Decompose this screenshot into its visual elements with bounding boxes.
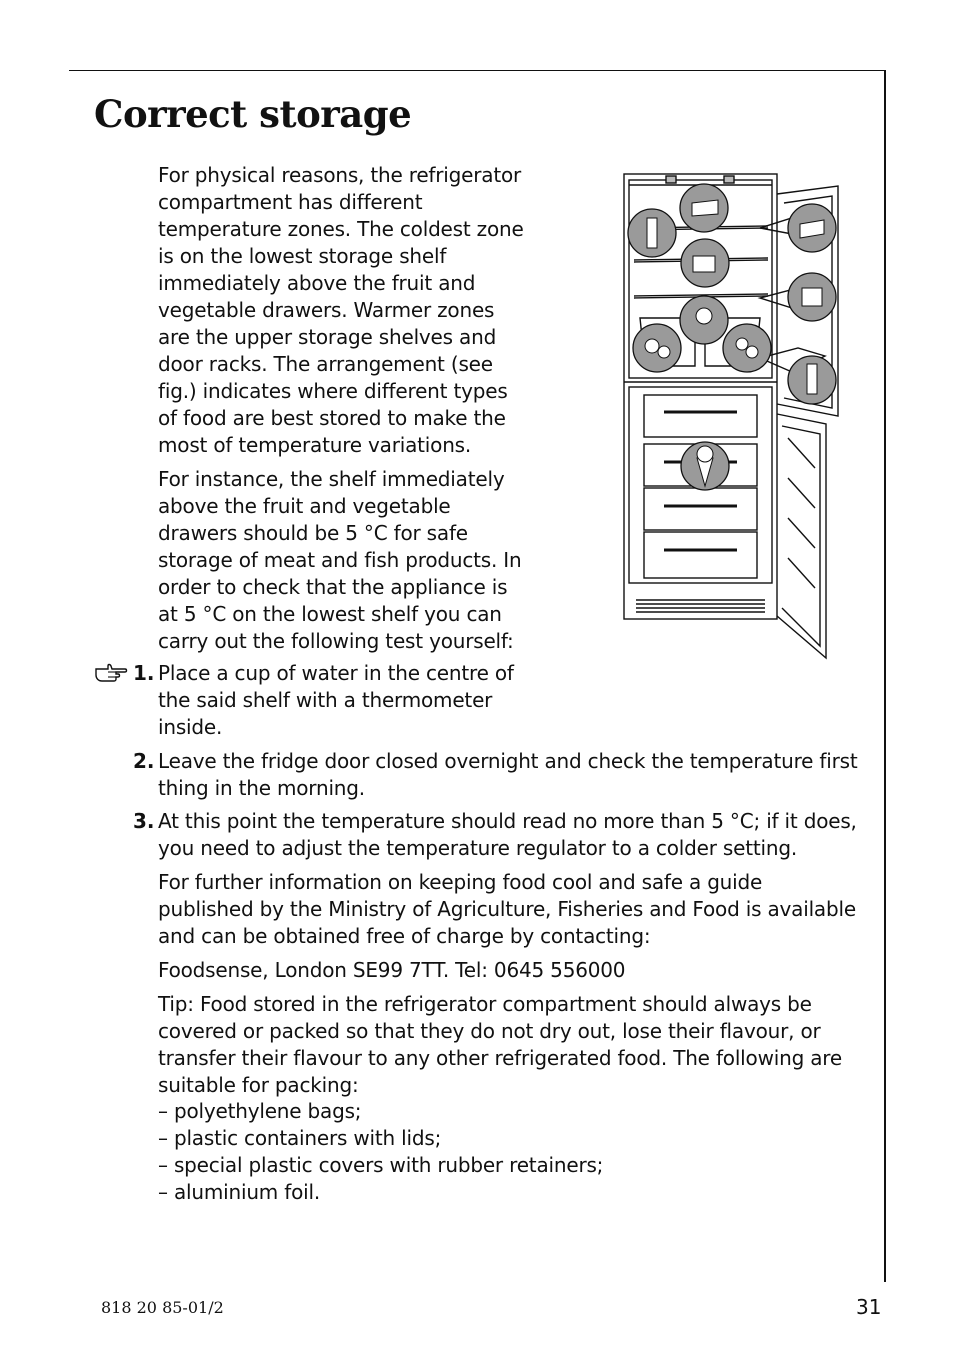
step-3-text: At this point the temperature should read no more than 5 °C; if it does, you need to adjust the temperature regulator to a colder setting. <box>158 809 857 860</box>
packing-list <box>158 1098 858 1206</box>
tip-paragraph: Tip: Food stored in the refrigerator compartment should always be covered or packed so that they do not dry out, lose their flavour, or transfer their flavour to any other refrigerated food. The following are suitable for packing: <box>158 992 842 1097</box>
list-item: – plastic containers with lids; <box>158 1126 442 1150</box>
contact-line: Foodsense, London SE99 7TT. Tel: 0645 556000 <box>158 958 626 982</box>
list-item: – special plastic covers with rubber retainers; <box>158 1153 604 1177</box>
step-2-number: 2. <box>133 749 155 773</box>
page-number: 31 <box>856 1295 882 1319</box>
side-rule <box>884 70 886 1282</box>
intro-paragraph: For physical reasons, the refrigerator compartment has different temperature zones. The coldest zone is on the lowest storage shelf immediately above the fruit and vegetable drawers. Warmer zones are the upper storage shelves and door racks. The arrangement (see fig.) indicates where different types of food are best stored to make the most of temperature variations. <box>158 163 524 457</box>
step-1-number: 1. <box>133 661 155 685</box>
fridge-freezer-illustration <box>620 168 845 663</box>
info-paragraph: For further information on keeping food cool and safe a guide published by the Ministry of Agriculture, Fisheries and Food is available and can be obtained free of charge by contacting: <box>158 870 856 948</box>
step-2-text: Leave the fridge door closed overnight and check the temperature first thing in the morning. <box>158 749 858 800</box>
instance-paragraph: For instance, the shelf immediately above the fruit and vegetable drawers should be 5 °C for safe storage of meat and fish products. In order to check that the appliance is at 5 °C on the lowest shelf you can carry out the following test yourself: <box>158 467 522 653</box>
step-1-text: Place a cup of water in the centre of the said shelf with a thermometer inside. <box>158 661 514 739</box>
list-item: – aluminium foil. <box>158 1180 320 1204</box>
hand-pointer-icon <box>94 661 128 683</box>
footer-code: 818 20 85-01/2 <box>101 1298 224 1317</box>
list-item: – polyethylene bags; <box>158 1099 362 1123</box>
top-rule <box>69 70 886 71</box>
page-title: Correct storage <box>94 92 412 136</box>
step-3-number: 3. <box>133 809 155 833</box>
